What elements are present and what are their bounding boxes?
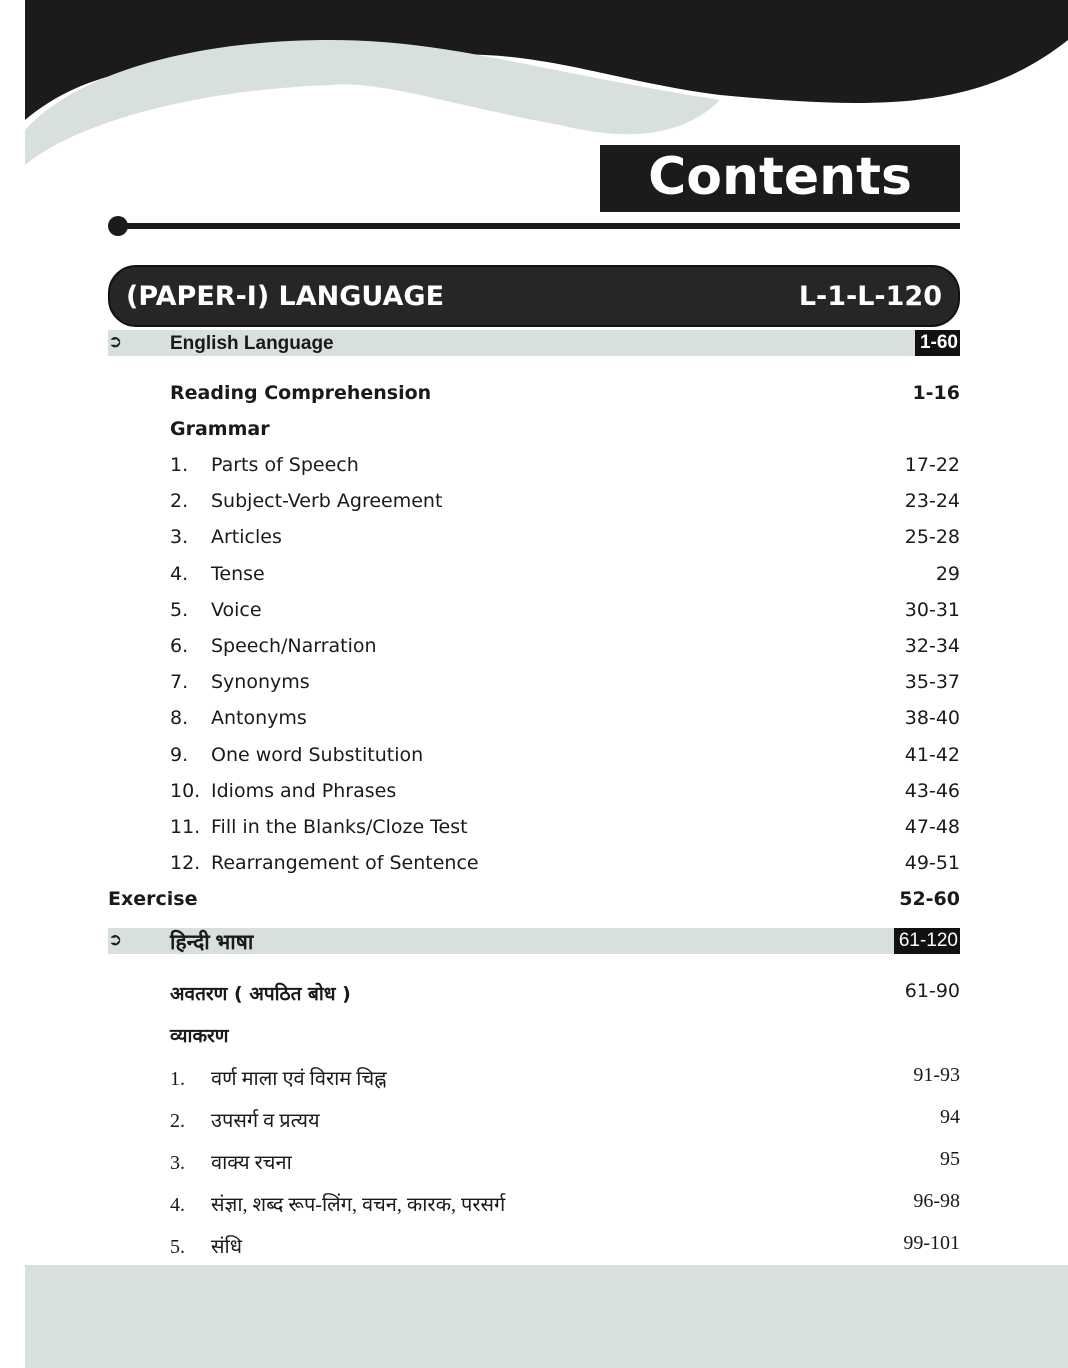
toc-row — [170, 454, 960, 476]
toc-number: 8. — [170, 707, 189, 730]
toc-label: Tense — [211, 562, 265, 585]
toc-label: Antonyms — [211, 707, 307, 730]
toc-row — [170, 671, 960, 693]
toc-row — [170, 599, 960, 621]
toc-label: वाक्य रचना — [211, 1152, 292, 1174]
toc-pages: 43-46 — [904, 779, 960, 802]
toc-row — [170, 1232, 960, 1259]
arrow-icon: ➲ — [108, 930, 123, 949]
toc-pages: 91-93 — [913, 1064, 960, 1086]
toc-number: 3. — [170, 1152, 185, 1174]
toc-label: Exercise — [108, 888, 198, 910]
toc-number: 7. — [170, 671, 189, 694]
toc-pages: 96-98 — [913, 1190, 960, 1212]
toc-number: 6. — [170, 635, 189, 657]
header-wave-decoration — [0, 0, 1068, 270]
section-pages: 1-60 — [915, 330, 960, 356]
toc-pages: 35-37 — [904, 671, 960, 694]
toc-label: Idioms and Phrases — [211, 779, 397, 802]
page-title: Contents — [600, 145, 960, 212]
section-english — [108, 330, 960, 356]
toc-pages: 17-22 — [904, 454, 960, 476]
toc-label: Articles — [211, 526, 282, 549]
toc-label: अवतरण ( अपठित बोध ) — [170, 983, 351, 1005]
arrow-icon: ➲ — [108, 332, 123, 351]
toc-label: उपसर्ग व प्रत्यय — [211, 1110, 320, 1132]
toc-row — [170, 1190, 960, 1217]
section-pages: 61-120 — [894, 928, 960, 954]
toc-pages: 52-60 — [899, 888, 960, 910]
toc-pages: 94 — [940, 1106, 960, 1128]
toc-label: Parts of Speech — [211, 454, 359, 476]
toc-pages: 61-90 — [904, 980, 960, 1002]
toc-number: 2. — [170, 490, 189, 513]
toc-heading-hindi-grammar — [170, 1022, 960, 1048]
toc-row — [170, 635, 960, 657]
toc-number: 12. — [170, 852, 201, 875]
toc-label: वर्ण माला एवं विराम चिह्न — [211, 1068, 387, 1090]
toc-row — [170, 1148, 960, 1175]
toc-row — [170, 1064, 960, 1091]
toc-number: 4. — [170, 562, 189, 585]
toc-label: One word Substitution — [211, 743, 424, 766]
section-hindi — [108, 928, 960, 954]
toc-number: 5. — [170, 598, 189, 621]
toc-pages: 49-51 — [904, 852, 960, 875]
toc-row — [170, 563, 960, 585]
toc-pages: 25-28 — [904, 526, 960, 549]
toc-number: 3. — [170, 526, 189, 549]
toc-label: Rearrangement of Sentence — [211, 852, 479, 875]
toc-row — [170, 490, 960, 512]
toc-label: Fill in the Blanks/Cloze Test — [211, 816, 468, 838]
toc-pages: 95 — [940, 1148, 960, 1170]
section-label: हिन्दी भाषा — [170, 931, 254, 954]
toc-pages: 1-16 — [912, 382, 960, 404]
toc-label: Subject-Verb Agreement — [211, 490, 443, 513]
toc-number: 9. — [170, 743, 189, 766]
title-rule — [118, 223, 960, 229]
toc-row-reading — [170, 382, 960, 404]
paper-header — [108, 265, 960, 327]
toc-number: 1. — [170, 1068, 185, 1090]
toc-pages: 47-48 — [904, 816, 960, 838]
toc-pages: 41-42 — [904, 743, 960, 766]
toc-row — [170, 1106, 960, 1133]
toc-pages: 38-40 — [904, 707, 960, 730]
toc-row — [170, 816, 960, 838]
toc-label: संज्ञा, शब्द रूप-लिंग, वचन, कारक, परसर्ग — [211, 1194, 506, 1216]
toc-label: Speech/Narration — [211, 635, 377, 657]
toc-row — [170, 744, 960, 766]
toc-label: Voice — [211, 598, 262, 621]
toc-pages: 23-24 — [904, 490, 960, 513]
toc-pages: 32-34 — [904, 635, 960, 657]
toc-pages: 99-101 — [903, 1232, 960, 1254]
toc-row — [170, 852, 960, 874]
toc-label: Reading Comprehension — [170, 382, 432, 404]
footer-band — [25, 1265, 1068, 1368]
toc-heading-grammar — [170, 418, 960, 440]
toc-number: 2. — [170, 1110, 185, 1132]
toc-label: व्याकरण — [170, 1025, 229, 1047]
section-label: English Language — [170, 333, 334, 354]
toc-row — [170, 707, 960, 729]
toc-number: 4. — [170, 1194, 185, 1216]
toc-number: 5. — [170, 1236, 185, 1258]
toc-pages: 29 — [935, 562, 960, 585]
toc-number: 10. — [170, 779, 201, 802]
toc-label: Synonyms — [211, 671, 310, 694]
toc-row-hindi-reading — [170, 980, 960, 1006]
toc-number: 11. — [170, 816, 201, 838]
toc-row — [170, 526, 960, 548]
paper-label: (PAPER-I) LANGUAGE — [126, 280, 445, 312]
toc-label: Grammar — [170, 418, 270, 440]
toc-pages: 30-31 — [904, 598, 960, 621]
toc-number: 1. — [170, 454, 189, 476]
toc-row-exercise — [108, 888, 960, 910]
toc-label: संधि — [211, 1236, 242, 1258]
paper-pages: L-1-L-120 — [798, 280, 942, 312]
toc-row — [170, 780, 960, 802]
